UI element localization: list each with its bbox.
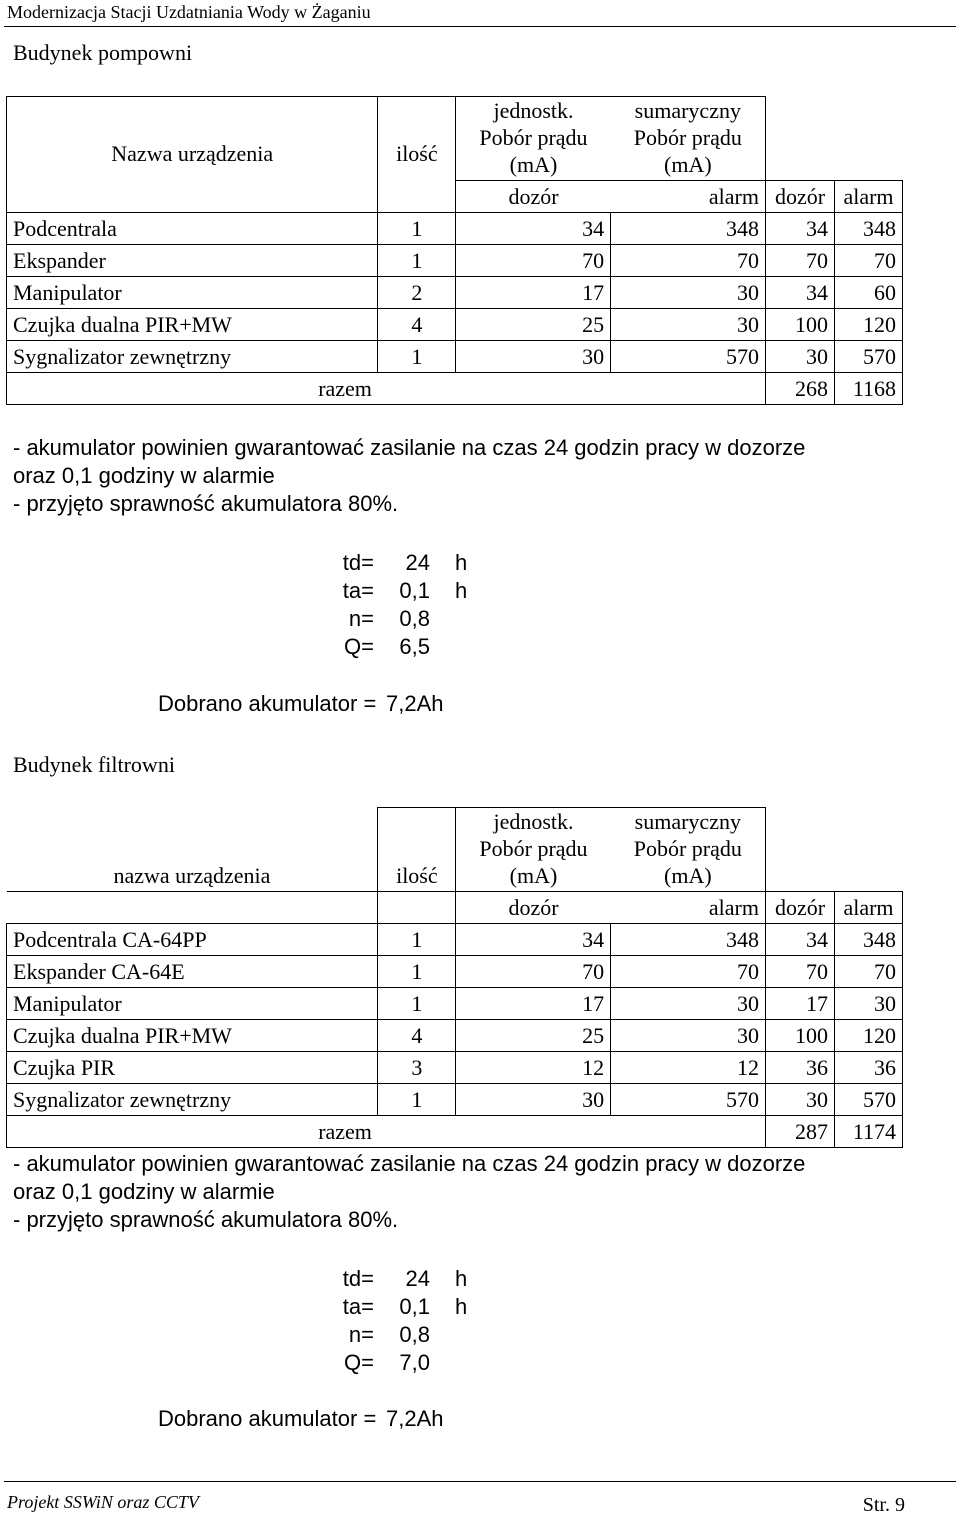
row-unit-dozor: 25	[456, 309, 611, 341]
total-alarm: 1174	[834, 1116, 902, 1148]
calc-value-ta: 0,1	[399, 1294, 430, 1319]
row-total-dozor: 30	[766, 341, 835, 373]
row-total-alarm: 348	[834, 924, 902, 956]
header-blank-cell	[766, 808, 903, 892]
current-table-pompownia	[6, 96, 903, 405]
row-unit-dozor: 30	[456, 1084, 611, 1116]
row-unit-dozor: 17	[456, 277, 611, 309]
row-qty: 1	[378, 1084, 456, 1116]
calc-unit-ta: h	[455, 1294, 468, 1319]
col-header-unit-line2: Pobór prądu	[479, 836, 588, 861]
table-row	[7, 988, 903, 1020]
row-total-dozor: 17	[766, 988, 835, 1020]
current-table-filtrownia	[6, 807, 903, 1148]
section-title-filtrownia: Budynek filtrowni	[13, 752, 175, 777]
subheader-unit-dozor: dozór	[456, 892, 611, 924]
row-total-dozor: 36	[766, 1052, 835, 1084]
total-label: razem	[7, 1116, 378, 1148]
row-device-name: Czujka dualna PIR+MW	[7, 1020, 378, 1052]
col-header-total-line1: sumaryczny	[634, 809, 741, 834]
row-total-alarm: 570	[834, 341, 902, 373]
page-number: Str. 9	[862, 1494, 905, 1516]
row-unit-alarm: 12	[611, 1052, 766, 1084]
total-label: razem	[7, 373, 378, 405]
calc-unit-td: h	[455, 1266, 468, 1291]
row-total-alarm: 348	[834, 213, 902, 245]
table-row	[7, 213, 903, 245]
subheader-total-dozor: dozór	[766, 181, 835, 213]
table-header-row	[7, 808, 903, 892]
row-qty: 1	[378, 341, 456, 373]
calc-label-td: td=	[342, 550, 374, 575]
battery-value: 7,2Ah	[386, 1406, 444, 1431]
table-row	[7, 245, 903, 277]
total-dozor: 287	[766, 1116, 835, 1148]
row-unit-alarm: 570	[611, 1084, 766, 1116]
table-row	[7, 956, 903, 988]
subheader-total-alarm: alarm	[834, 181, 902, 213]
row-device-name: Czujka dualna PIR+MW	[7, 309, 378, 341]
row-device-name: Ekspander	[7, 245, 378, 277]
calc-value-ta: 0,1	[399, 578, 430, 603]
col-header-unit-line2: Pobór prądu	[479, 125, 588, 150]
row-unit-alarm: 348	[611, 924, 766, 956]
row-unit-alarm: 348	[611, 213, 766, 245]
row-unit-alarm: 30	[611, 988, 766, 1020]
calc-label-td: td=	[342, 1266, 374, 1291]
row-qty: 3	[378, 1052, 456, 1084]
note-line: oraz 0,1 godziny w alarmie	[13, 1179, 275, 1204]
calc-label-n: n=	[348, 1322, 374, 1347]
row-total-alarm: 120	[834, 1020, 902, 1052]
col-header-unit-line3: (mA)	[509, 863, 558, 888]
row-total-dozor: 34	[766, 213, 835, 245]
row-total-alarm: 70	[834, 245, 902, 277]
subheader-unit-alarm: alarm	[611, 181, 766, 213]
row-total-dozor: 30	[766, 1084, 835, 1116]
total-blank	[378, 1116, 766, 1148]
row-total-dozor: 70	[766, 245, 835, 277]
subheader-unit-dozor: dozór	[456, 181, 611, 213]
document-header-title: Modernizacja Stacji Uzdatniania Wody w Żaganiu	[7, 2, 371, 22]
row-device-name: Podcentrala	[7, 213, 378, 245]
col-header-unit-line1: jednostk.	[493, 98, 574, 123]
row-qty: 1	[378, 213, 456, 245]
row-device-name: Manipulator	[7, 988, 378, 1020]
note-line: oraz 0,1 godziny w alarmie	[13, 463, 275, 488]
row-qty: 2	[378, 277, 456, 309]
table-header-row	[7, 97, 903, 181]
total-alarm: 1168	[834, 373, 902, 405]
note-line: - przyjęto sprawność akumulatora 80%.	[13, 491, 399, 516]
footer-divider	[4, 1481, 956, 1482]
row-total-alarm: 70	[834, 956, 902, 988]
calc-value-n: 0,8	[399, 1322, 430, 1347]
header-divider	[4, 26, 956, 27]
battery-label: Dobrano akumulator =	[158, 691, 377, 716]
calc-label-n: n=	[348, 606, 374, 631]
col-header-total-line1: sumaryczny	[634, 98, 741, 123]
notes-block-filtrownia	[13, 1150, 805, 1234]
note-line: - akumulator powinien gwarantować zasilanie na czas 24 godzin pracy w dozorze	[13, 435, 806, 460]
row-total-alarm: 30	[834, 988, 902, 1020]
table-row	[7, 1084, 903, 1116]
note-line: - akumulator powinien gwarantować zasilanie na czas 24 godzin pracy w dozorze	[13, 1151, 806, 1176]
col-header-unit-line1: jednostk.	[493, 809, 574, 834]
table-total-row	[7, 373, 903, 405]
row-qty: 1	[378, 924, 456, 956]
row-qty: 4	[378, 309, 456, 341]
table-subheader-row	[7, 892, 903, 924]
footer-project: Projekt SSWiN oraz CCTV	[7, 1492, 199, 1512]
calc-value-td: 24	[405, 1266, 430, 1291]
battery-label: Dobrano akumulator =	[158, 1406, 377, 1431]
col-header-total-line2: Pobór prądu	[633, 125, 742, 150]
subheader-unit-alarm: alarm	[611, 892, 766, 924]
row-device-name: Czujka PIR	[7, 1052, 378, 1084]
col-header-total-line3: (mA)	[664, 863, 712, 888]
calc-label-q: Q=	[344, 634, 374, 659]
row-unit-alarm: 70	[611, 956, 766, 988]
total-blank	[378, 373, 766, 405]
col-header-name: nazwa urządzenia	[7, 808, 378, 892]
table-total-row	[7, 1116, 903, 1148]
row-total-alarm: 60	[834, 277, 902, 309]
row-total-dozor: 34	[766, 924, 835, 956]
calc-label-ta: ta=	[342, 578, 374, 603]
calc-value-q: 7,0	[399, 1350, 430, 1375]
subheader-blank-name	[7, 892, 378, 924]
row-total-alarm: 570	[834, 1084, 902, 1116]
row-unit-alarm: 570	[611, 341, 766, 373]
row-device-name: Manipulator	[7, 277, 378, 309]
row-total-dozor: 100	[766, 309, 835, 341]
col-header-unit-current	[456, 808, 611, 892]
row-unit-alarm: 70	[611, 245, 766, 277]
row-total-dozor: 70	[766, 956, 835, 988]
col-header-name: Nazwa urządzenia	[7, 97, 378, 213]
calc-label-q: Q=	[344, 1350, 374, 1375]
col-header-total-current	[611, 808, 766, 892]
row-qty: 1	[378, 988, 456, 1020]
row-unit-dozor: 25	[456, 1020, 611, 1052]
row-device-name: Sygnalizator zewnętrzny	[7, 341, 378, 373]
subheader-total-alarm: alarm	[834, 892, 902, 924]
section-title-pompownia: Budynek pompowni	[13, 40, 193, 65]
row-total-dozor: 100	[766, 1020, 835, 1052]
col-header-unit-current	[456, 97, 611, 181]
table-row	[7, 1052, 903, 1084]
table-row	[7, 309, 903, 341]
calc-unit-ta: h	[455, 578, 468, 603]
calc-unit-td: h	[455, 550, 468, 575]
col-header-total-current	[611, 97, 766, 181]
row-unit-dozor: 30	[456, 341, 611, 373]
subheader-blank-qty	[378, 892, 456, 924]
row-total-alarm: 120	[834, 309, 902, 341]
table-row	[7, 341, 903, 373]
total-dozor: 268	[766, 373, 835, 405]
notes-block-pompownia	[13, 434, 805, 518]
row-unit-dozor: 70	[456, 956, 611, 988]
col-header-total-line2: Pobór prądu	[633, 836, 742, 861]
row-unit-alarm: 30	[611, 309, 766, 341]
battery-value: 7,2Ah	[386, 691, 444, 716]
row-device-name: Podcentrala CA-64PP	[7, 924, 378, 956]
row-unit-alarm: 30	[611, 1020, 766, 1052]
calc-value-q: 6,5	[399, 634, 430, 659]
row-unit-dozor: 70	[456, 245, 611, 277]
row-unit-dozor: 12	[456, 1052, 611, 1084]
col-header-qty: ilość	[378, 97, 456, 213]
row-qty: 1	[378, 956, 456, 988]
row-total-dozor: 34	[766, 277, 835, 309]
row-device-name: Sygnalizator zewnętrzny	[7, 1084, 378, 1116]
calc-value-td: 24	[405, 550, 430, 575]
table-row	[7, 277, 903, 309]
row-device-name: Ekspander CA-64E	[7, 956, 378, 988]
header-blank-cell	[766, 97, 903, 181]
row-unit-dozor: 34	[456, 213, 611, 245]
calc-label-ta: ta=	[342, 1294, 374, 1319]
row-unit-alarm: 30	[611, 277, 766, 309]
row-qty: 4	[378, 1020, 456, 1052]
row-total-alarm: 36	[834, 1052, 902, 1084]
note-line: - przyjęto sprawność akumulatora 80%.	[13, 1207, 399, 1232]
subheader-total-dozor: dozór	[766, 892, 835, 924]
col-header-qty: ilość	[378, 808, 456, 892]
row-unit-dozor: 17	[456, 988, 611, 1020]
row-qty: 1	[378, 245, 456, 277]
calc-value-n: 0,8	[399, 606, 430, 631]
col-header-unit-line3: (mA)	[509, 152, 558, 177]
row-unit-dozor: 34	[456, 924, 611, 956]
table-row	[7, 1020, 903, 1052]
table-row	[7, 924, 903, 956]
col-header-total-line3: (mA)	[664, 152, 712, 177]
